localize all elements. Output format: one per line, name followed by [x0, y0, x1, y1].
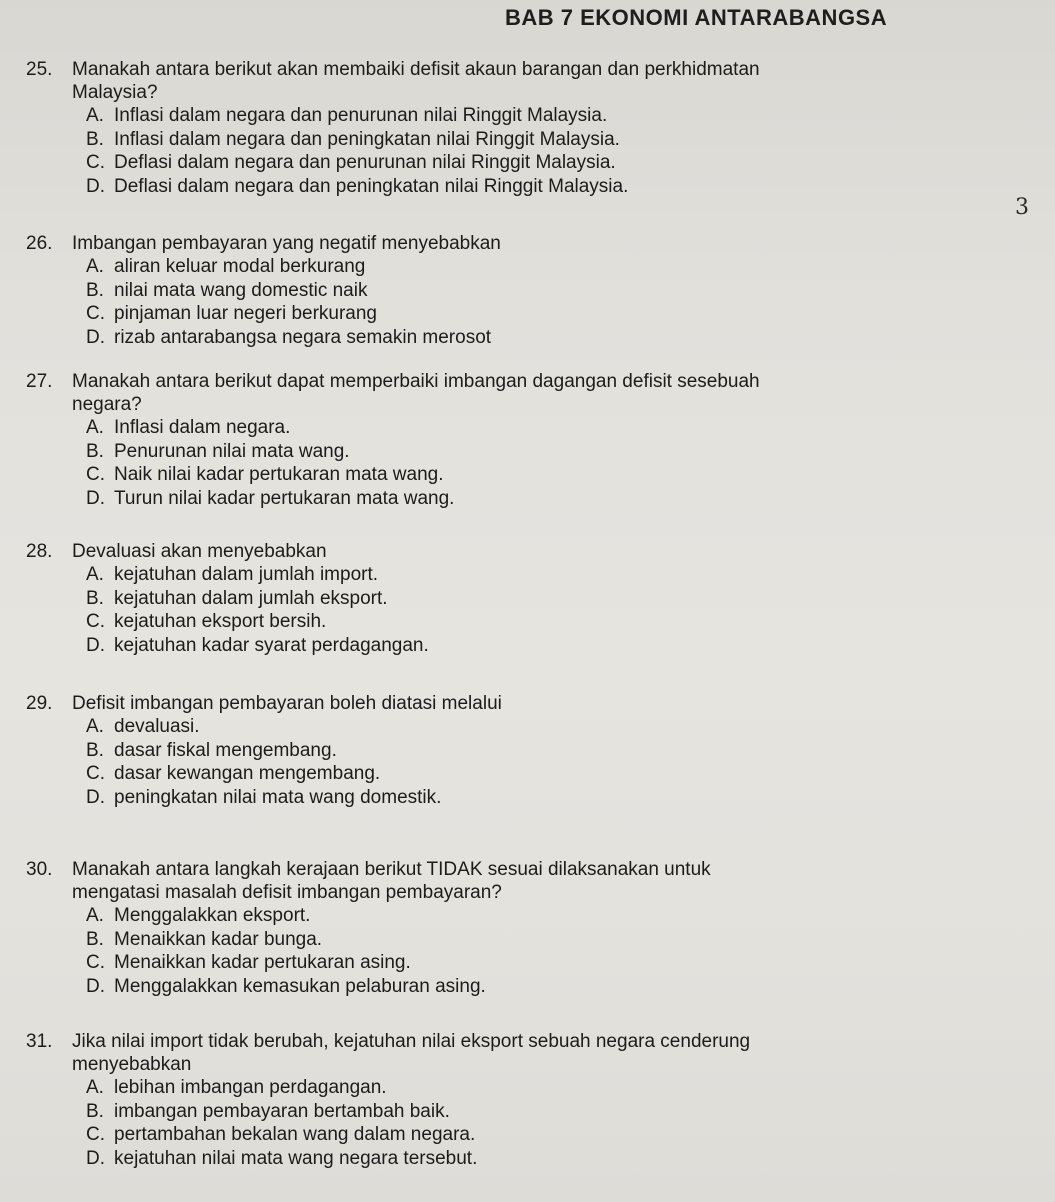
option-b: B. imbangan pembayaran bertambah baik.	[86, 1100, 450, 1122]
page-number: 3	[1015, 195, 1029, 220]
option-a: A. Menggalakkan eksport.	[86, 905, 311, 926]
option-d: D. Menggalakkan kemasukan pelaburan asing.	[86, 975, 486, 997]
option-c: C. Menaikkan kadar pertukaran asing.	[86, 952, 411, 973]
option-c: C. pinjaman luar negeri berkurang	[86, 303, 377, 324]
question-31	[26, 1030, 750, 1170]
question-stem-continued: mengatasi masalah defisit imbangan pembayaran?	[72, 882, 502, 903]
option-c: C. kejatuhan eksport bersih.	[86, 611, 327, 632]
question-29	[26, 692, 502, 809]
question-stem-text: Jika nilai import tidak berubah, kejatuhan nilai eksport sebuah negara cenderung	[72, 1031, 751, 1052]
question-stem-text: Imbangan pembayaran yang negatif menyebabkan	[72, 233, 501, 254]
option-b: B. nilai mata wang domestic naik	[86, 279, 368, 301]
question-stem-text: Defisit imbangan pembayaran boleh diatasi melalui	[72, 693, 502, 714]
option-d: D. peningkatan nilai mata wang domestik.	[86, 786, 442, 808]
question-stem-continued: Malaysia?	[72, 82, 158, 103]
option-b: B. dasar fiskal mengembang.	[86, 739, 337, 761]
option-d: D. kejatuhan kadar syarat perdagangan.	[86, 634, 429, 656]
option-c: C. Deflasi dalam negara dan penurunan nilai Ringgit Malaysia.	[86, 152, 616, 173]
question-28	[26, 540, 429, 657]
question-stem	[26, 1030, 750, 1053]
question-stem-continued: negara?	[72, 394, 142, 415]
question-number: 31.	[26, 1031, 53, 1052]
question-stem	[26, 540, 429, 563]
question-number: 25.	[26, 59, 53, 80]
option-b: B. Penurunan nilai mata wang.	[86, 440, 350, 462]
question-stem-text: Manakah antara langkah kerajaan berikut TIDAK sesuai dilaksanakan untuk	[72, 859, 711, 880]
option-d: D. Deflasi dalam negara dan peningkatan nilai Ringgit Malaysia.	[86, 175, 629, 197]
question-stem	[26, 370, 760, 393]
question-number: 29.	[26, 693, 53, 714]
option-a: A. Inflasi dalam negara dan penurunan nilai Ringgit Malaysia.	[86, 105, 608, 126]
option-c: C. dasar kewangan mengembang.	[86, 763, 381, 784]
question-number: 26.	[26, 233, 53, 254]
question-25	[26, 58, 906, 198]
option-a: A. Inflasi dalam negara.	[86, 417, 291, 438]
question-number: 27.	[26, 371, 53, 392]
option-b: B. Menaikkan kadar bunga.	[86, 928, 323, 950]
question-number: 30.	[26, 859, 53, 880]
option-b: B. kejatuhan dalam jumlah eksport.	[86, 587, 388, 609]
option-c: C. Naik nilai kadar pertukaran mata wang.	[86, 464, 444, 485]
question-stem-text: Devaluasi akan menyebabkan	[72, 541, 327, 562]
question-stem-text: Manakah antara berikut dapat memperbaiki imbangan dagangan defisit sesebuah	[72, 371, 760, 392]
question-stem	[26, 58, 906, 81]
question-number: 28.	[26, 541, 53, 562]
question-30	[26, 858, 916, 998]
page-title: BAB 7 EKONOMI ANTARABANGSA	[505, 5, 888, 30]
option-a: A. lebihan imbangan perdagangan.	[86, 1077, 387, 1098]
option-d: D. rizab antarabangsa negara semakin merosot	[86, 326, 492, 348]
option-a: A. devaluasi.	[86, 716, 200, 737]
option-c: C. pertambahan bekalan wang dalam negara.	[86, 1124, 476, 1145]
question-27	[26, 370, 760, 510]
question-stem	[26, 232, 501, 255]
option-a: A. kejatuhan dalam jumlah import.	[86, 564, 379, 585]
question-stem-text: Manakah antara berikut akan membaiki defisit akaun barangan dan perkhidmatan	[72, 59, 760, 80]
option-d: D. Turun nilai kadar pertukaran mata wang.	[86, 487, 455, 509]
question-stem	[26, 692, 502, 715]
option-d: D. kejatuhan nilai mata wang negara tersebut.	[86, 1147, 478, 1169]
question-stem	[26, 858, 916, 881]
question-stem-continued: menyebabkan	[72, 1054, 192, 1075]
option-a: A. aliran keluar modal berkurang	[86, 256, 366, 277]
option-b: B. Inflasi dalam negara dan peningkatan nilai Ringgit Malaysia.	[86, 128, 620, 150]
question-26	[26, 232, 501, 349]
